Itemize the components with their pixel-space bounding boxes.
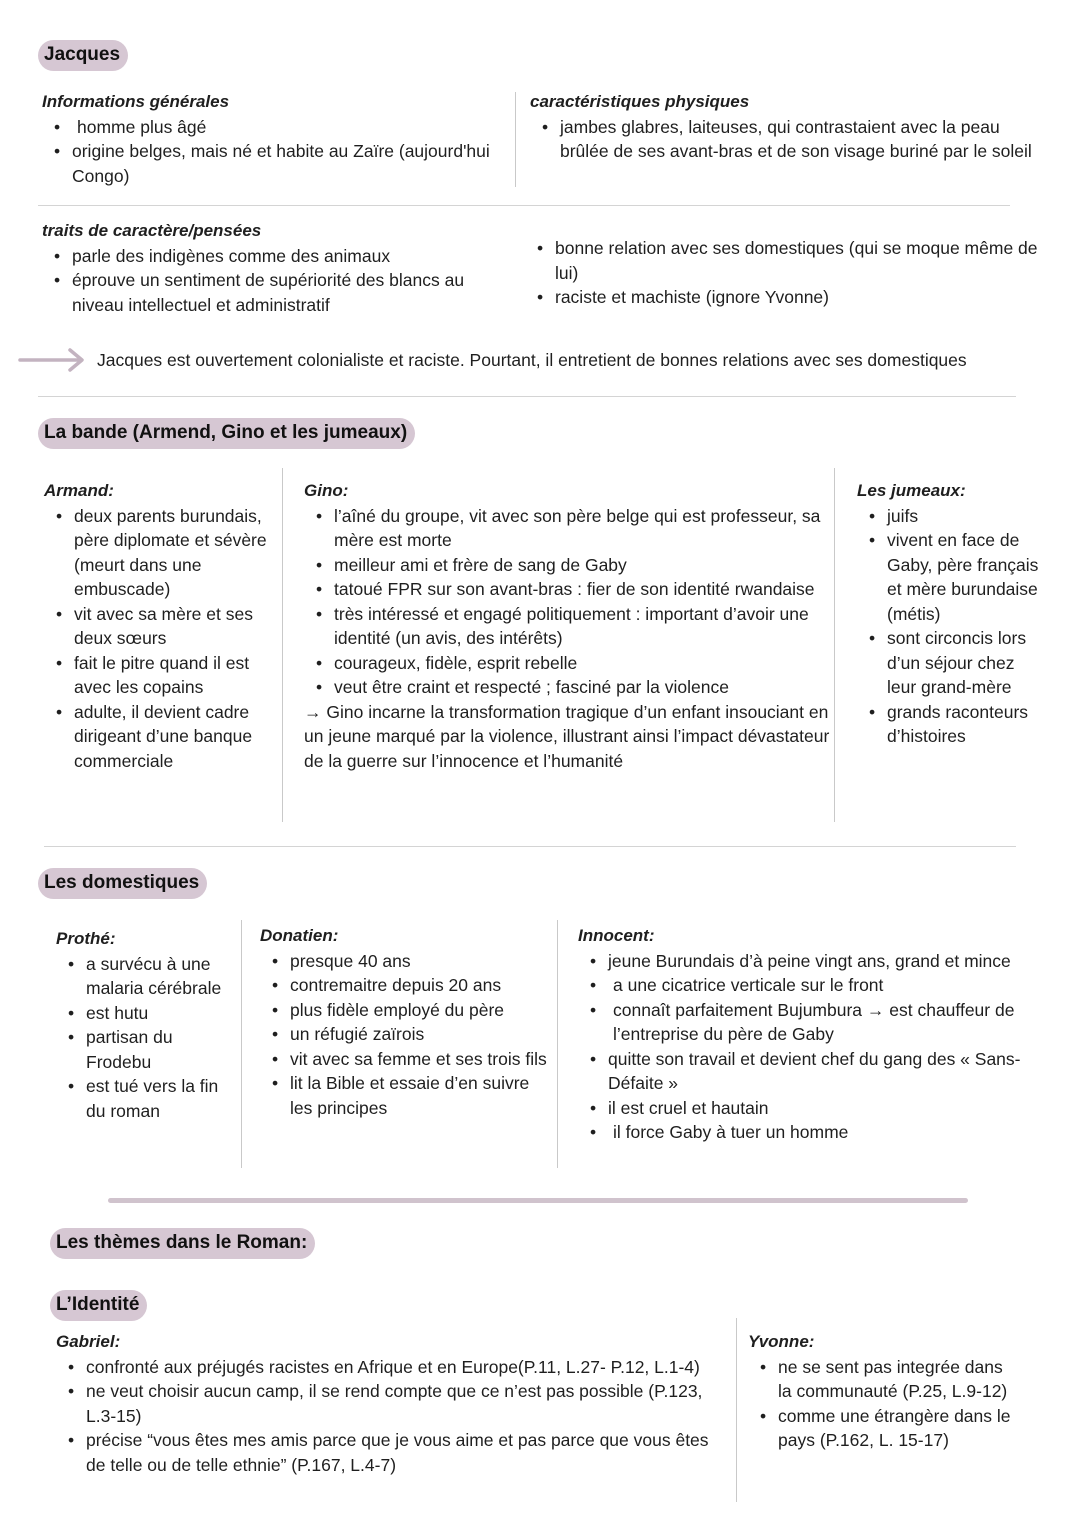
list-item: • est tué vers la fin du roman: [86, 1074, 234, 1123]
prothe-heading: Prothé:: [56, 929, 116, 948]
list-item: • quitte son travail et devient chef du gang des « Sans-Défaite »: [608, 1047, 1038, 1096]
donatien-list: [260, 949, 552, 1121]
divider: [834, 468, 835, 822]
yvonne-list: [748, 1355, 1018, 1453]
jacques-traits-right: [525, 236, 1045, 310]
list-item: • vivent en face de Gaby, père français et mère burundaise (métis): [887, 528, 1047, 626]
list-item: • vit avec sa femme et ses trois fils: [290, 1047, 552, 1072]
list-item: • a une cicatrice verticale sur le front: [608, 973, 1038, 998]
identite-gabriel: [56, 1330, 728, 1477]
gino-list: [304, 504, 832, 700]
yvonne-heading: Yvonne:: [748, 1332, 815, 1351]
section-title-bande: La bande (Armend, Gino et les jumeaux): [38, 418, 415, 449]
list-item: • meilleur ami et frère de sang de Gaby: [334, 553, 832, 578]
list-item: • est hutu: [86, 1001, 234, 1026]
jacques-general-heading: Informations générales: [42, 92, 230, 111]
list-item: • grands raconteurs d’histoires: [887, 700, 1047, 749]
jacques-conclusion: Jacques est ouvertement colonialiste et raciste. Pourtant, il entretient de bonnes relations avec ses domestiques: [97, 350, 967, 370]
divider: [557, 920, 558, 1168]
list-item: • ne veut choisir aucun camp, il se rend compte que ce n’est pas possible (P.123, L.3-15): [86, 1379, 728, 1428]
list-item: • presque 40 ans: [290, 949, 552, 974]
arrow-right-icon: [18, 347, 86, 373]
list-item: • a survécu à une malaria cérébrale: [86, 952, 234, 1001]
jacques-traits: [42, 219, 502, 317]
jacques-general-list: [42, 115, 512, 189]
identite-yvonne: [748, 1330, 1018, 1453]
list-item: • ne se sent pas integrée dans la communauté (P.25, L.9-12): [778, 1355, 1018, 1404]
armand-list: [44, 504, 274, 774]
jacques-traits-list-right: [525, 236, 1045, 310]
divider: [282, 468, 283, 822]
prothe-list: [56, 952, 234, 1124]
domestiques-innocent: [578, 924, 1038, 1145]
list-item: • parle des indigènes comme des animaux: [72, 244, 502, 269]
gabriel-heading: Gabriel:: [56, 1332, 121, 1351]
divider: [241, 920, 242, 1168]
list-item: • homme plus âgé: [72, 115, 512, 140]
list-item: • confronté aux préjugés racistes en Afrique et en Europe(P.11, L.27- P.12, L.1-4): [86, 1355, 728, 1380]
list-item: • origine belges, mais né et habite au Zaïre (aujourd'hui Congo): [72, 139, 512, 188]
list-item: • il est cruel et hautain: [608, 1096, 1038, 1121]
jumeaux-list: [857, 504, 1047, 749]
list-item: • courageux, fidèle, esprit rebelle: [334, 651, 832, 676]
list-item: • éprouve un sentiment de supériorité des blancs au niveau intellectuel et administratif: [72, 268, 502, 317]
bande-gino: [304, 479, 832, 773]
divider: [38, 205, 1010, 206]
list-item: • un réfugié zaïrois: [290, 1022, 552, 1047]
gabriel-list: [56, 1355, 728, 1478]
list-item: • fait le pitre quand il est avec les copains: [74, 651, 274, 700]
list-item: • il force Gaby à tuer un homme: [608, 1120, 1038, 1145]
domestiques-donatien: [260, 924, 552, 1120]
section-title-themes: Les thèmes dans le Roman:: [50, 1228, 315, 1259]
list-item: • partisan du Frodebu: [86, 1025, 234, 1074]
divider: [38, 396, 1016, 397]
divider: [515, 92, 516, 187]
list-item: • veut être craint et respecté ; fasciné par la violence: [334, 675, 832, 700]
bande-armand: [44, 479, 274, 773]
list-item: • comme une étrangère dans le pays (P.162, L. 15-17): [778, 1404, 1018, 1453]
innocent-list: [578, 949, 1038, 1145]
list-item: • deux parents burundais, père diplomate et sévère (meurt dans une embuscade): [74, 504, 274, 602]
list-item: • sont circoncis lors d’un séjour chez leur grand-mère: [887, 626, 1047, 700]
list-item: • tatoué FPR sur son avant-bras : fier de son identité rwandaise: [334, 577, 832, 602]
list-item: • connaît parfaitement Bujumbura → est chauffeur de l’entreprise du père de Gaby: [608, 998, 1038, 1047]
list-item: • plus fidèle employé du père: [290, 998, 552, 1023]
divider: [736, 1318, 737, 1502]
section-title-domestiques: Les domestiques: [38, 868, 207, 899]
section-title-identite: L’Identité: [50, 1290, 147, 1321]
gino-heading: Gino:: [304, 481, 349, 500]
list-item: • raciste et machiste (ignore Yvonne): [555, 285, 1045, 310]
domestiques-prothe: [56, 927, 234, 1123]
innocent-heading: Innocent:: [578, 926, 655, 945]
jacques-physical: [530, 90, 1050, 164]
gino-note: → Gino incarne la transformation tragique d’un enfant insouciant en un jeune marqué par la violence, illustrant ainsi l’impact dévastateur de la guerre sur l’innocence et l’humanité: [304, 701, 830, 771]
list-item: • vit avec sa mère et ses deux sœurs: [74, 602, 274, 651]
divider: [44, 846, 1016, 847]
jumeaux-heading: Les jumeaux:: [857, 481, 966, 500]
bande-jumeaux: [857, 479, 1047, 749]
list-item: • adulte, il devient cadre dirigeant d’une banque commerciale: [74, 700, 274, 774]
jacques-general: [42, 90, 512, 188]
list-item: • jambes glabres, laiteuses, qui contrastaient avec la peau brûlée de ses avant-bras et de son visage buriné par le soleil: [560, 115, 1050, 164]
donatien-heading: Donatien:: [260, 926, 339, 945]
armand-heading: Armand:: [44, 481, 114, 500]
list-item: • juifs: [887, 504, 1047, 529]
list-item: • contremaitre depuis 20 ans: [290, 973, 552, 998]
section-separator: [108, 1198, 968, 1203]
jacques-physical-heading: caractéristiques physiques: [530, 92, 750, 111]
section-title-jacques: Jacques: [38, 40, 128, 71]
list-item: • l’aîné du groupe, vit avec son père belge qui est professeur, sa mère est morte: [334, 504, 832, 553]
list-item: • bonne relation avec ses domestiques (qui se moque même de lui): [555, 236, 1045, 285]
jacques-traits-list-left: [42, 244, 502, 318]
list-item: • lit la Bible et essaie d’en suivre les principes: [290, 1071, 552, 1120]
jacques-physical-list: [530, 115, 1050, 164]
list-item: • très intéressé et engagé politiquement : important d’avoir une identité (un avis, des intérêts): [334, 602, 832, 651]
list-item: • précise “vous êtes mes amis parce que je vous aime et pas parce que vous êtes de telle ou de telle ethnie” (P.167, L.4-7): [86, 1428, 728, 1477]
list-item: • jeune Burundais d’à peine vingt ans, grand et mince: [608, 949, 1038, 974]
jacques-traits-heading: traits de caractère/pensées: [42, 221, 262, 240]
